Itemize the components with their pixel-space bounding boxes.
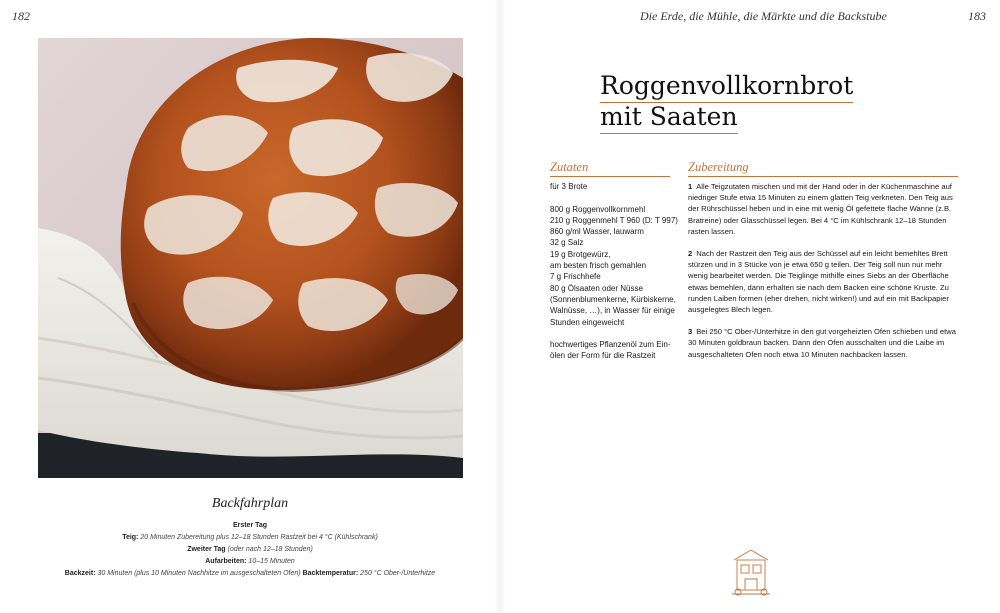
zutaten-heading: Zutaten [550,160,670,177]
zubereitung-heading: Zubereitung [688,160,958,177]
list-item: hochwertiges Pflanzenöl zum Ein- [550,340,671,350]
list-item: (Sonnenblumenkerne, Kürbiskerne, [550,294,676,304]
list-item: 19 g Brotgewürz, [550,249,611,259]
page-number-right: 183 [968,9,986,23]
preparation-steps [688,181,964,371]
day2-label: Zweiter Tag (oder nach 12–18 Stunden) [187,546,313,553]
step-3: 3 Bei 250 °C Ober-/Unterhitze in den gut vorgeheizten Ofen schieben und etwa 30 Minuten goldbraun backen. Dann den Ofen ausschalten und die Laibe im ausgeschalteten Ofen noch etwa 10 Minuten nachbacken lassen. [688,327,956,359]
aufarbeiten-line: Aufarbeiten: 10–15 Minuten [205,558,295,565]
list-item: Walnüsse, …), in Wasser für einige [550,306,675,316]
day1-label: Erster Tag [232,522,268,529]
backfahrplan-title: Backfahrplan [211,496,289,511]
ingredients-list [550,181,682,362]
list-item: 860 g/ml Wasser, lauwarm [550,227,644,237]
list-item: 800 g Roggenvollkornmehl [550,204,646,214]
title-line-1: Roggenvollkornbrot [600,70,853,103]
list-item: 7 g Frischhefe [550,272,601,282]
page-number-left: 182 [12,9,30,23]
bread-photo [38,38,463,478]
list-item: ölen der Form für die Rastzeit [550,351,656,361]
yield: für 3 Brote [550,182,588,191]
running-head: Die Erde, die Mühle, die Märkte und die Backstube [640,9,887,23]
list-item: am besten frisch gemahlen [550,261,647,271]
list-item: 210 g Roggenmehl T 960 (D: T 997) [550,215,678,225]
recipe-title [600,70,853,132]
list-item: Stunden eingeweicht [550,317,625,327]
teig-line: Teig: 20 Minuten Zubereitung plus 12–18 Stunden Rastzeit bei 4 °C (Kühlschrank) [122,534,378,541]
backfahrplan [20,496,480,580]
left-page [0,0,498,613]
step-1: 1 Alle Teigzutaten mischen und mit der Hand oder in der Küchenmaschine auf niedriger Stufe etwa 15 Minuten zu einem glatten Teig verkneten. Den Teig aus der Rührschüssel heben und in eine mit wenig Öl gefettete flache Wanne (z.B. Bratreine) oder Glasschüssel legen. Bei 4 °C im Kühlschrank 12–18 Stunden rasten lassen. [688,182,953,236]
title-line-2: mit Saaten [600,101,738,134]
list-item: 32 g Salz [550,238,584,248]
step-2: 2 Nach der Rastzeit den Teig aus der Schüssel auf ein leicht bemehltes Brett stürzen und in 3 Stücke von je etwa 650 g teilen. Der Teig soll nun nur mehr wenig bearbeitet werden. Die Teiglinge mithilfe eines Siebs an der Oberfläche etwas bemehlen, dann erhalten sie nach dem Backen eine schöne Kruste. Zu runden Laiben formen (eher drehen, nicht wirken!) und auf ein mit Backpapier ausgelegtes Blech legen. [688,249,949,315]
page-gutter [494,0,506,613]
backzeit-line: Backzeit: 30 Minuten (plus 10 Minuten Nachhitze im ausgeschalteten Ofen) Backtemperatur: 250 °C Ober-/Unterhitze [64,570,436,577]
bakery-illustration-icon [728,546,774,601]
list-item: 80 g Ölsaaten oder Nüsse [550,283,643,293]
